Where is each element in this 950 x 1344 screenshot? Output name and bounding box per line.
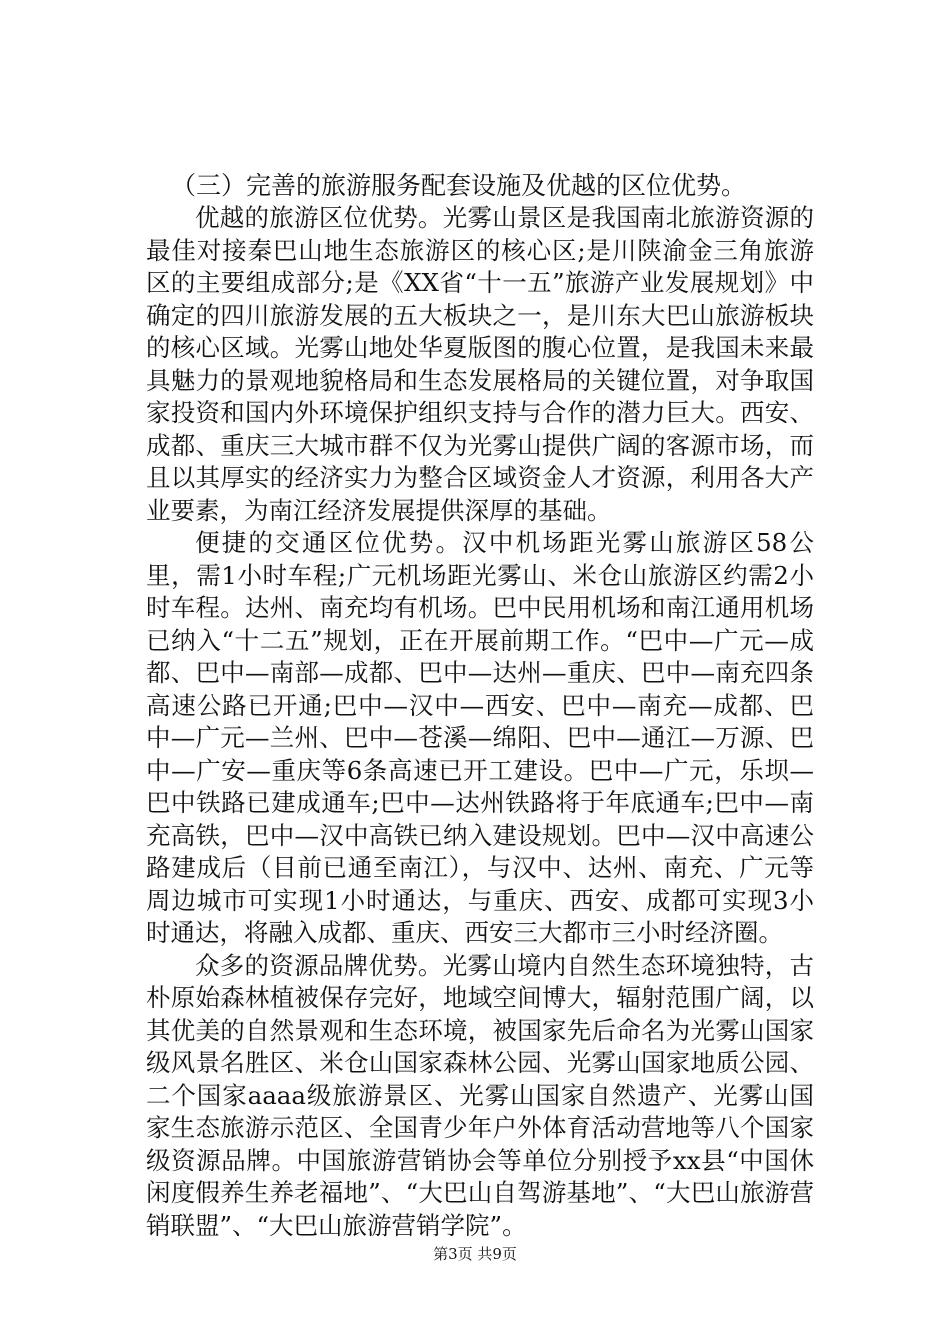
paragraph-location-advantage: 优越的旅游区位优势。光雾山景区是我国南北旅游资源的最佳对接秦巴山地生态旅游区的核心区;是川陕渝金三角旅游区的主要组成部分;是《XX省“十一五”旅游产业发展规划》中确定的四川旅游发展的五大板块之一，是川东大巴山旅游板块的核心区域。光雾山地处华夏版图的腹心位置，是我国未来最具魅力的景观地貌格局和生态发展格局的关键位置，对争取国家投资和国内外环境保护组织支持与合作的潜力巨大。西安、成都、重庆三大城市群不仅为光雾山提供广阔的客源市场，而且以其厚实的经济实力为整合区域资金人才资源，利用各大产业要素，为南江经济发展提供深厚的基础。 <box>146 203 814 525</box>
section-heading: （三）完善的旅游服务配套设施及优越的区位优势。 <box>171 171 747 200</box>
paragraph-brand-advantage: 众多的资源品牌优势。光雾山境内自然生态环境独特，古朴原始森林植被保存完好，地域空间博大，辐射范围广阔，以其优美的自然景观和生态环境，被国家先后命名为光雾山国家级风景名胜区、米仓山国家森林公园、光雾山国家地质公园、二个国家aaaa级旅游景区、光雾山国家自然遗产、光雾山国家生态旅游示范区、全国青少年户外体育活动营地等八个国家级资源品牌。中国旅游营销协会等单位分别授予xx县“中国休闲度假养生养老福地”、“大巴山自驾游基地”、“大巴山旅游营销联盟”、“大巴山旅游营销学院”。 <box>146 950 814 1240</box>
document-body <box>146 170 814 1242</box>
paragraph-transport-advantage: 便捷的交通区位优势。汉中机场距光雾山旅游区58公里，需1小时车程;广元机场距光雾山、米仓山旅游区约需2小时车程。达州、南充均有机场。巴中民用机场和南江通用机场已纳入“十二五”规划，正在开展前期工作。“巴中—广元—成都、巴中—南部—成都、巴中—达州—重庆、巴中—南充四条高速公路已开通;巴中—汉中—西安、巴中—南充—成都、巴中—广元—兰州、巴中—苍溪—绵阳、巴中—通江—万源、巴中—广安—重庆等6条高速已开工建设。巴中—广元，乐坝—巴中铁路已建成通车;巴中—达州铁路将于年底通车;巴中—南充高铁，巴中—汉中高铁已纳入建设规划。巴中—汉中高速公路建成后（目前已通至南江），与汉中、达州、南充、广元等周边城市可实现1小时通达，与重庆、西安、成都可实现3小时通达，将融入成都、重庆、西安三大都市三小时经济圈。 <box>146 528 814 947</box>
page-number-footer: 第3页 共9页 <box>433 1245 517 1263</box>
